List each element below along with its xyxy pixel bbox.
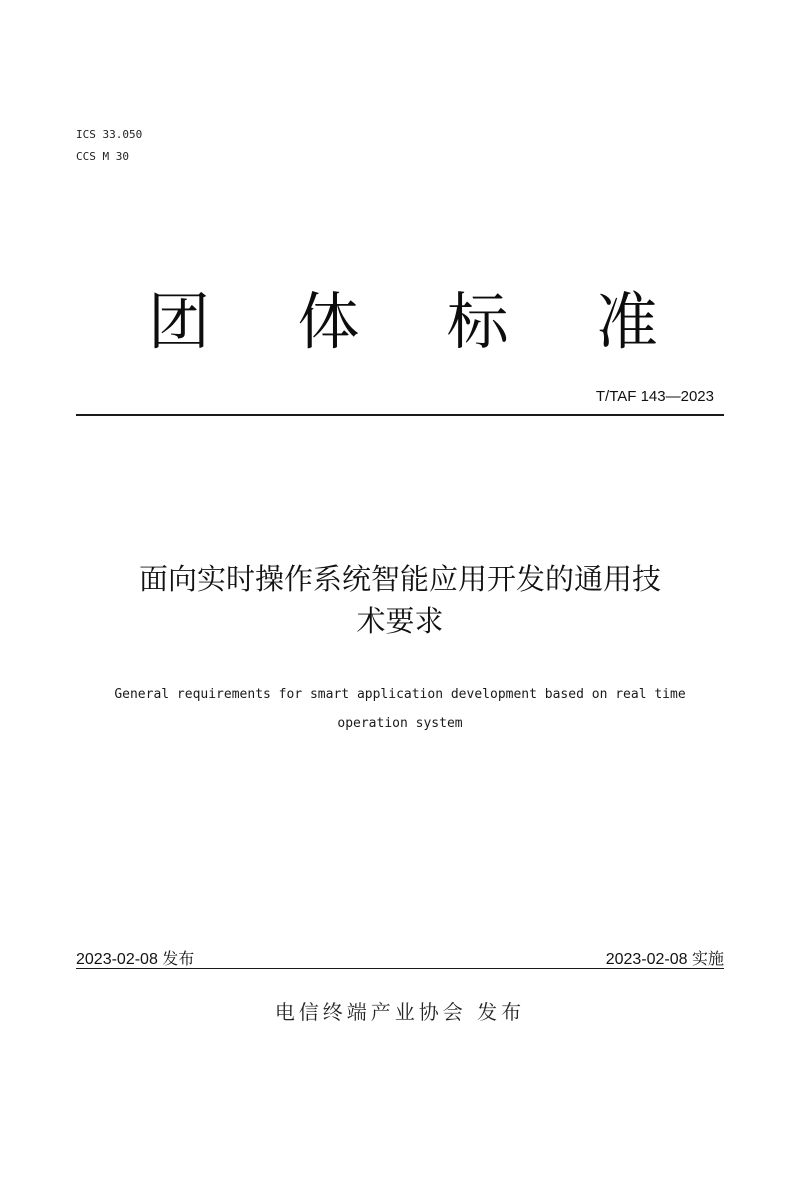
standard-number: T/TAF 143—2023 <box>595 388 714 405</box>
standard-type-char: 标 <box>446 285 509 358</box>
english-title <box>60 680 740 738</box>
issue-date: 2023-02-08 发布 <box>76 951 195 968</box>
effective-date: 2023-02-08 实施 <box>605 951 724 968</box>
classification-codes <box>76 124 142 168</box>
ics-code: ICS 33.050 <box>76 128 143 141</box>
chinese-title-line-2: 术要求 <box>356 604 444 638</box>
standard-type-char: 团 <box>148 285 211 358</box>
standard-type-char: 体 <box>297 285 360 358</box>
chinese-title-line-1: 面向实时操作系统智能应用开发的通用技 <box>138 562 661 596</box>
ccs-code: CCS M 30 <box>76 150 129 163</box>
chinese-title <box>80 558 720 642</box>
bottom-divider <box>76 968 724 969</box>
top-divider <box>76 414 724 416</box>
english-title-line-1: General requirements for smart application development based on real time <box>114 687 686 702</box>
standard-type-heading <box>148 282 658 362</box>
publisher-line: 电信终端产业协会 发布 <box>274 1000 526 1024</box>
english-title-line-2: operation system <box>337 716 463 731</box>
standard-type-char: 准 <box>595 285 658 358</box>
